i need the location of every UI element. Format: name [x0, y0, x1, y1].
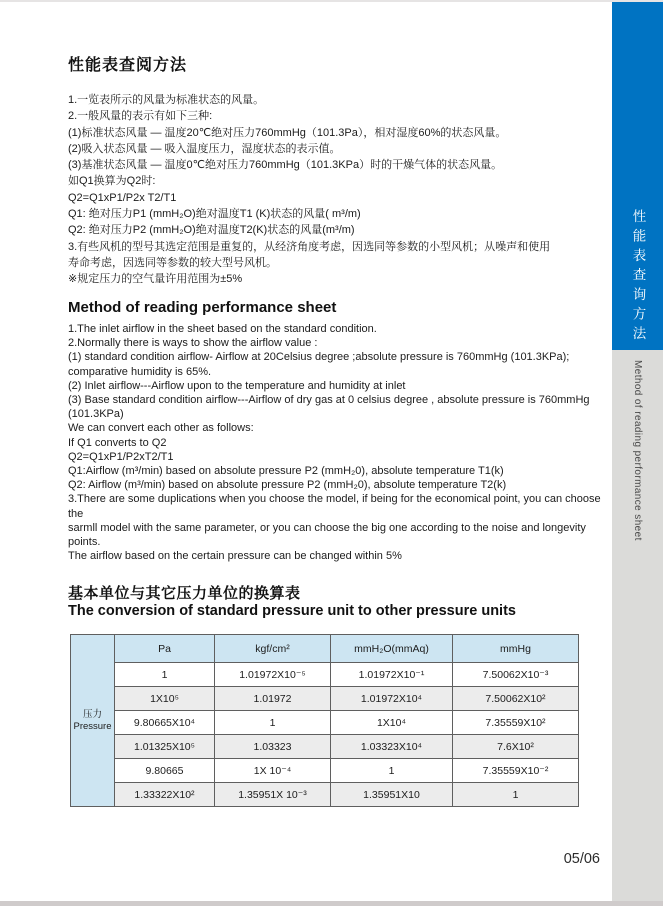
table-cell: 1.01972X10⁴ [331, 687, 453, 711]
text-line: (3)基准状态风量 — 温度0℃绝对压力760mmHg（101.3KPa）时的干燥气体的状态风量。 [68, 159, 503, 172]
table-cell: 1.01972X10⁻¹ [331, 663, 453, 687]
table-cell: 1 [331, 759, 453, 783]
side-tab-label-zh: 性能表查询方法 [630, 208, 646, 345]
table-cell: 7.50062X10² [453, 687, 579, 711]
text-line: (1) standard condition airflow- Airflow at 20Celsius degree ;absolute pressure is 760mmHg (101.3KPa); [68, 351, 570, 364]
row-label-en: Pressure [73, 720, 112, 732]
text-line: Q2: Airflow (m³/min) based on absolute pressure P2 (mmH₂0), absolute temperature T2(k) [68, 479, 507, 492]
text-line: 2.Normally there is ways to show the airflow value : [68, 337, 318, 350]
text-line: comparative humidity is 65%. [68, 365, 212, 378]
table-cell: 1X10⁵ [115, 687, 215, 711]
text-line: 寿命考虑，因选同等参数的较大型号风机。 [68, 256, 277, 269]
table-header-row [71, 635, 579, 663]
table-cell: 1.33322X10² [115, 783, 215, 807]
text-line: 1.一览表所示的风量为标准状态的风量。 [68, 94, 265, 106]
table-header-cell: mmHg [453, 635, 579, 663]
table-cell: 1.35951X10 [331, 783, 453, 807]
table-cell: 7.35559X10⁻² [453, 759, 579, 783]
section2-title-zh: 基本单位与其它压力单位的换算表 [68, 585, 301, 602]
text-line: If Q1 converts to Q2 [68, 436, 167, 449]
table-row [71, 735, 579, 759]
text-line: 如Q1换算为Q2时: [68, 175, 156, 188]
table-cell: 9.80665 [115, 759, 215, 783]
table-cell: 9.80665X10⁴ [115, 711, 215, 735]
table-header-cell: kgf/cm² [215, 635, 331, 663]
text-line: Q1:Airflow (m³/min) based on absolute pressure P2 (mmH₂0), absolute temperature T1(k) [68, 465, 504, 478]
text-line: Q2=Q1xP1/P2xT2/T1 [68, 450, 174, 463]
section2-title-en: The conversion of standard pressure unit to other pressure units [68, 603, 516, 619]
table-cell: 1X10⁴ [331, 711, 453, 735]
text-line: Q2: 绝对压力P2 (mmH₂O)绝对温度T2(K)状态的风量(m³/m) [68, 224, 355, 237]
text-line: 3.There are some duplications when you choose the model, if being for the economical point, you can choose the [68, 493, 601, 520]
table-header-cell: Pa [115, 635, 215, 663]
table-cell: 1.35951X 10⁻³ [215, 783, 331, 807]
row-label-zh: 压力 [82, 708, 102, 720]
side-tab-strip [612, 2, 663, 906]
table-header-cell: mmH₂O(mmAq) [331, 635, 453, 663]
table-row [71, 759, 579, 783]
table-cell: 1 [115, 663, 215, 687]
section1-body-zh [68, 92, 598, 288]
section1-title-en: Method of reading performance sheet [68, 299, 337, 316]
text-line: 3.有些风机的型号其选定范围是重复的，从经济角度考虑，因选同等参数的小型风机；从噪声和使用 [68, 240, 551, 253]
section1-title-zh: 性能表查阅方法 [68, 57, 188, 74]
table-cell: 1 [215, 711, 331, 735]
text-line: (2) Inlet airflow---Airflow upon to the temperature and humidity at inlet [68, 379, 406, 392]
table-cell: 1.01972X10⁻⁵ [215, 663, 331, 687]
section1-body-en [68, 322, 603, 563]
text-line: sarmll model with the same parameter, or you can choose the big one according to the noise and longevity points. [68, 521, 586, 549]
text-line: Q1: 绝对压力P1 (mmH₂O)绝对温度T1 (K)状态的风量( m³/m) [68, 208, 361, 221]
text-line: (2)吸入状态风量 — 吸入温度压力，湿度状态的表示值。 [68, 142, 341, 155]
text-line: (1)标准状态风量 — 温度20℃绝对压力760mmHg（101.3Pa），相对湿度60%的状态风量。 [68, 126, 507, 139]
text-line: (3) Base standard condition airflow---Airflow of dry gas at 0 celsius degree , absolute pressure is 760mmHg (101.3KPa) [68, 394, 590, 421]
table-cell: 1X 10⁻⁴ [215, 759, 331, 783]
text-line: Q2=Q1xP1/P2x T2/T1 [68, 191, 177, 204]
table-cell: 1.03323X10⁴ [331, 735, 453, 759]
table-cell: 7.35559X10² [453, 711, 579, 735]
text-line: The airflow based on the certain pressure can be changed within 5% [68, 550, 402, 563]
side-tab-active [612, 2, 663, 350]
page-number: 05/06 [563, 851, 600, 867]
pressure-conversion-table [70, 634, 579, 807]
text-line: 1.The inlet airflow in the sheet based on the standard condition. [68, 323, 377, 335]
table-row-label [71, 635, 115, 807]
table-row [71, 783, 579, 807]
text-line: ※规定压力的空气量许用范围为±5% [68, 273, 243, 286]
table-cell: 1 [453, 783, 579, 807]
table-row [71, 663, 579, 687]
page-bottom-edge [0, 901, 663, 906]
table-cell: 1.01972 [215, 687, 331, 711]
table-cell: 7.6X10² [453, 735, 579, 759]
text-line: 2.一般风量的表示有如下三种: [68, 110, 213, 123]
table-cell: 1.03323 [215, 735, 331, 759]
table-row [71, 687, 579, 711]
table-row [71, 711, 579, 735]
table-cell: 1.01325X10⁵ [115, 735, 215, 759]
side-tab-label-en: Method of reading performance sheet [632, 360, 643, 541]
text-line: We can convert each other as follows: [68, 422, 254, 435]
table-cell: 7.50062X10⁻³ [453, 663, 579, 687]
